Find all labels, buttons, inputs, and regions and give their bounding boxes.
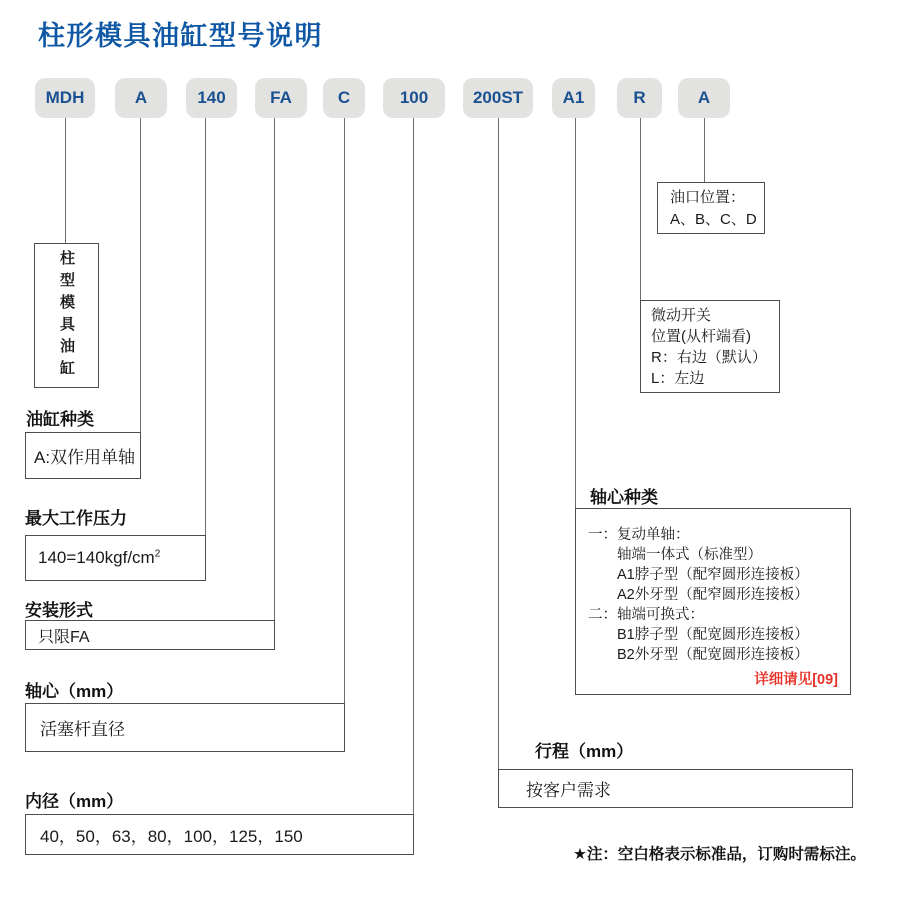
kind-value: A:双作用单轴 — [34, 448, 136, 467]
switch-line-1: 微动开关 — [651, 307, 712, 324]
bore-label: 内径（mm） — [25, 792, 124, 811]
code-box-140: 140 — [186, 78, 237, 118]
connector-c — [344, 118, 345, 703]
switch-line-2: 位置(从杆端看) — [651, 328, 751, 345]
code-box-mdh: MDH — [35, 78, 95, 118]
port-position-box — [657, 182, 765, 234]
kind-value-box — [25, 432, 141, 479]
pressure-value-box — [25, 535, 206, 581]
connector-a — [140, 118, 141, 432]
pressure-value: $140=140kgf/cm^2$ — [38, 548, 161, 567]
switch-line-4: L：左边 — [651, 370, 705, 387]
code-box-c: C — [323, 78, 365, 118]
page-title: 柱形模具油缸型号说明 — [38, 21, 323, 51]
shaft-kind-box — [575, 508, 851, 695]
bore-value: 40，50，63，80，100，125，150 — [40, 827, 303, 846]
shaft-kind-detail-note: 详细请见[09] — [754, 672, 838, 688]
cylinder-type-text: 柱型模具油缸 — [58, 249, 75, 382]
shaft-value: 活塞杆直径 — [40, 720, 125, 739]
code-box-a2: A — [678, 78, 730, 118]
mount-value: 只限FA — [38, 628, 90, 646]
port-title: 油口位置： — [670, 189, 746, 206]
stroke-value: 按客户需求 — [526, 781, 611, 800]
code-box-r: R — [617, 78, 662, 118]
code-box-a1: A1 — [552, 78, 595, 118]
switch-line-3: R：右边（默认） — [651, 349, 767, 366]
shaft-kind-line-3: A1脖子型（配窄圆形连接板） — [617, 567, 809, 583]
connector-a2 — [704, 118, 705, 182]
kind-label: 油缸种类 — [26, 410, 94, 429]
shaft-label: 轴心（mm） — [25, 682, 124, 701]
code-box-200st: 200ST — [463, 78, 533, 118]
cylinder-type-box — [34, 243, 99, 388]
shaft-kind-line-4: A2外牙型（配窄圆形连接板） — [617, 587, 809, 603]
micro-switch-box — [640, 300, 780, 393]
connector-100 — [413, 118, 414, 814]
code-box-a: A — [115, 78, 167, 118]
code-box-fa: FA — [255, 78, 307, 118]
shaft-kind-line-5: 二：轴端可换式： — [588, 607, 704, 623]
shaft-kind-line-1: 一：复动单轴： — [588, 527, 690, 543]
connector-a1 — [575, 118, 576, 508]
pressure-label: 最大工作压力 — [25, 509, 127, 528]
shaft-value-box — [25, 703, 345, 752]
port-value: A、B、C、D — [670, 211, 757, 228]
footnote: ★注：空白格表示标准品，订购时需标注。 — [573, 846, 866, 863]
bore-value-box — [25, 814, 414, 855]
shaft-kind-line-6: B1脖子型（配宽圆形连接板） — [617, 627, 809, 643]
shaft-kind-line-2: 轴端一体式（标准型） — [617, 547, 762, 563]
mount-value-box — [25, 620, 275, 650]
connector-140 — [205, 118, 206, 535]
connector-mdh — [65, 118, 66, 243]
stroke-value-box — [498, 769, 853, 808]
connector-200st — [498, 118, 499, 769]
pressure-exponent: 2 — [154, 548, 161, 560]
shaft-kind-line-7: B2外牙型（配宽圆形连接板） — [617, 647, 809, 663]
stroke-label: 行程（mm） — [535, 742, 634, 761]
connector-r — [640, 118, 641, 300]
mount-label: 安装形式 — [25, 601, 93, 620]
code-box-100: 100 — [383, 78, 445, 118]
shaft-kind-label: 轴心种类 — [590, 488, 658, 507]
connector-fa — [274, 118, 275, 621]
